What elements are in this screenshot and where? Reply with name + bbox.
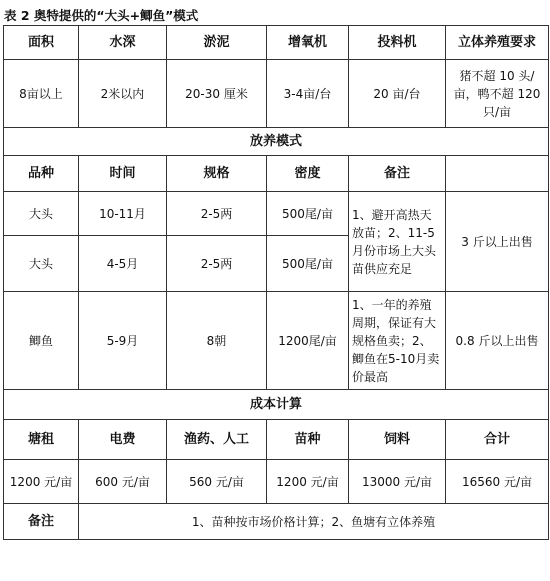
remarks-row — [4, 504, 549, 540]
density-cell: 500尾/亩 — [267, 192, 349, 236]
value-aerator: 3-4亩/台 — [267, 60, 349, 128]
header-notes: 备注 — [349, 156, 446, 192]
time-cell: 5-9月 — [79, 292, 167, 390]
header-aerator: 增氧机 — [267, 26, 349, 60]
cost-value-row — [4, 460, 549, 504]
header-fry: 苗种 — [267, 420, 349, 460]
header-total: 合计 — [446, 420, 549, 460]
header-feed: 饲料 — [349, 420, 446, 460]
stocking-row — [4, 192, 549, 236]
value-electricity: 600 元/亩 — [79, 460, 167, 504]
conditions-header-row — [4, 26, 549, 60]
species-cell: 鲫鱼 — [4, 292, 79, 390]
stocking-section-title: 放养模式 — [4, 128, 549, 156]
value-area: 8亩以上 — [4, 60, 79, 128]
value-total: 16560 元/亩 — [446, 460, 549, 504]
size-cell: 8朝 — [167, 292, 267, 390]
header-water-depth: 水深 — [79, 26, 167, 60]
value-medicine-labor: 560 元/亩 — [167, 460, 267, 504]
stocking-section-row — [4, 128, 549, 156]
remarks-label: 备注 — [4, 504, 79, 540]
yield-bighead: 3 斤以上出售 — [446, 192, 549, 292]
size-cell: 2-5两 — [167, 236, 267, 292]
size-cell: 2-5两 — [167, 192, 267, 236]
cost-header-row — [4, 420, 549, 460]
conditions-value-row — [4, 60, 549, 128]
species-cell: 大头 — [4, 192, 79, 236]
note-crucian: 1、一年的养殖周期，保证有大规格鱼卖；2、鲫鱼在5-10月卖价最高 — [349, 292, 446, 390]
density-cell: 1200尾/亩 — [267, 292, 349, 390]
cost-section-title: 成本计算 — [4, 390, 549, 420]
time-cell: 10-11月 — [79, 192, 167, 236]
stocking-row — [4, 292, 549, 390]
value-water-depth: 2米以内 — [79, 60, 167, 128]
yield-crucian: 0.8 斤以上出售 — [446, 292, 549, 390]
header-electricity: 电费 — [79, 420, 167, 460]
table-caption: 表 2 奥特提供的“大头+鲫鱼”模式 — [4, 8, 199, 23]
value-feeder: 20 亩/台 — [349, 60, 446, 128]
time-cell: 4-5月 — [79, 236, 167, 292]
header-size: 规格 — [167, 156, 267, 192]
value-feed: 13000 元/亩 — [349, 460, 446, 504]
value-silt: 20-30 厘米 — [167, 60, 267, 128]
header-feeder: 投料机 — [349, 26, 446, 60]
header-pond-rent: 塘租 — [4, 420, 79, 460]
cost-section-row — [4, 390, 549, 420]
header-area: 面积 — [4, 26, 79, 60]
stocking-header-row — [4, 156, 549, 192]
remarks-text: 1、苗种按市场价格计算；2、鱼塘有立体养殖 — [79, 504, 549, 540]
header-silt: 淤泥 — [167, 26, 267, 60]
header-integrated-farming: 立体养殖要求 — [446, 26, 549, 60]
note-bighead: 1、避开高热天放苗；2、11-5月份市场上大头苗供应充足 — [349, 192, 446, 292]
header-density: 密度 — [267, 156, 349, 192]
header-medicine-labor: 渔药、人工 — [167, 420, 267, 460]
farming-model-table — [3, 25, 549, 540]
header-blank — [446, 156, 549, 192]
density-cell: 500尾/亩 — [267, 236, 349, 292]
value-integrated-farming: 猪不超 10 头/亩，鸭不超 120 只/亩 — [446, 60, 549, 128]
species-cell: 大头 — [4, 236, 79, 292]
value-fry: 1200 元/亩 — [267, 460, 349, 504]
header-species: 品种 — [4, 156, 79, 192]
value-pond-rent: 1200 元/亩 — [4, 460, 79, 504]
header-time: 时间 — [79, 156, 167, 192]
